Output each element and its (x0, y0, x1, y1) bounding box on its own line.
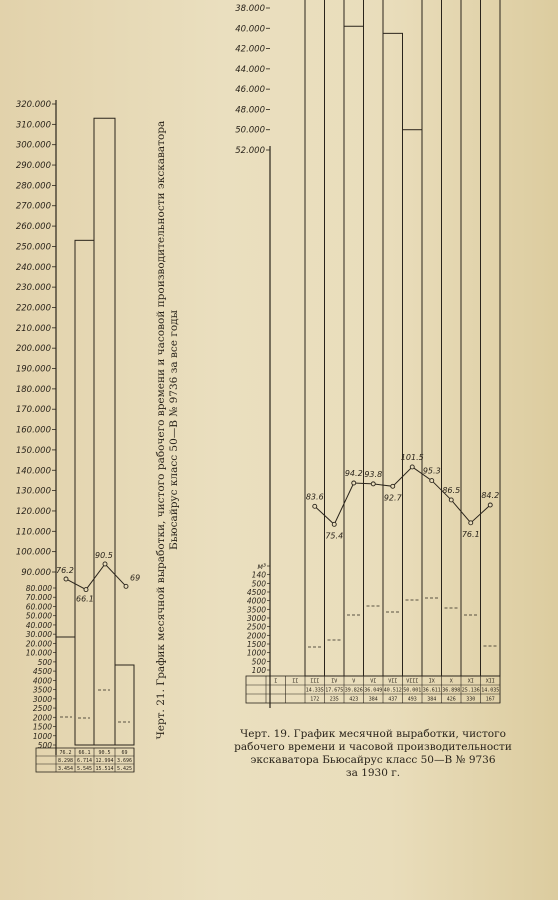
table-cell-right: 25.136 (461, 687, 480, 694)
table-cell-right: 384 (368, 696, 378, 703)
caption-right-subtitle: за 1930 г. (345, 767, 401, 779)
y-tick-label-left: 90.000 (21, 568, 51, 578)
volume-bar-right (344, 26, 364, 676)
y-tick-label-right: 40.000 (235, 24, 265, 35)
efficiency-point-right (313, 504, 317, 508)
y-tick-label-right: 52.000 (235, 146, 265, 156)
y-tick-label-left: 180.000 (15, 384, 51, 395)
efficiency-label-right: 93.8 (364, 469, 383, 479)
caption-left-title: Черт. 21. График месячной выработки, чистого рабочего времени и часовой производительности экскаватора (155, 120, 167, 740)
table-cell-left: 3.696 (116, 758, 133, 764)
lower-tick-label-left: 70.000 (25, 593, 52, 603)
table-cell-left: 6.714 (76, 758, 93, 764)
lower-tick-label-right: 3500 (246, 605, 266, 615)
table-cell-right: III (310, 678, 320, 685)
table-cell-right: XI (467, 678, 474, 685)
y-tick-label-right: 38.000 (235, 4, 265, 14)
volume-bar-right (442, 0, 462, 676)
y-tick-label-left: 170.000 (15, 405, 51, 416)
lower-tick-label-right: 100 (251, 666, 266, 675)
y-tick-label-left: 290.000 (15, 161, 51, 172)
y-tick-label-left: 110.000 (15, 527, 51, 538)
table-cell-left: 90.5 (98, 750, 111, 756)
table-cell-left: 5.545 (76, 766, 93, 772)
y-tick-label-left: 320.000 (15, 100, 51, 110)
table-cell-left: 8.298 (57, 758, 74, 764)
efficiency-point-right (352, 481, 356, 485)
table-cell-left: 12.994 (95, 758, 114, 764)
table-cell-right: 40.512 (383, 687, 402, 694)
lower-tick-label-right: 4000 (246, 596, 266, 606)
lower-tick-label-left: 30.000 (25, 630, 52, 640)
lower-tick-label-right: 3000 (246, 614, 266, 623)
lower-tick-label-left: 40.000 (25, 620, 52, 630)
efficiency-label-left: 66.1 (76, 594, 94, 604)
lower-tick-label-right: 500 (251, 657, 266, 667)
lower-tick-label-left: 2000 (32, 713, 52, 723)
lower-tick-label-left: 1000 (32, 731, 52, 741)
y-tick-label-right: 50.000 (235, 125, 265, 136)
lower-tick-label-right: 1500 (246, 640, 266, 649)
efficiency-label-right: 75.4 (325, 531, 344, 541)
efficiency-point-right (430, 479, 434, 483)
volume-bar-right (325, 0, 345, 676)
lower-tick-label-left: 500 (37, 657, 52, 667)
lower-tick-label-left: 60.000 (25, 602, 52, 612)
y-tick-label-left: 240.000 (15, 262, 51, 273)
table-cell-right: X (449, 678, 453, 685)
table-cell-right: VII (388, 678, 398, 685)
efficiency-label-right: 83.6 (305, 492, 324, 502)
table-cell-right: 17.675 (325, 687, 344, 694)
efficiency-point-right (469, 521, 473, 525)
table-cell-right: 437 (388, 696, 398, 703)
y-tick-label-right: 46.000 (235, 85, 265, 96)
efficiency-label-right: 86.5 (442, 485, 461, 495)
table-cell-right: 14.335 (305, 687, 324, 694)
table-cell-right: 50.001 (403, 687, 422, 694)
y-tick-label-left: 190.000 (15, 364, 51, 375)
lower-tick-label-left: 3000 (32, 694, 52, 704)
efficiency-label-right: 92.7 (383, 493, 402, 503)
y-tick-label-left: 210.000 (15, 323, 51, 334)
y-tick-label-left: 260.000 (15, 222, 51, 233)
y-tick-label-left: 310.000 (15, 120, 51, 131)
volume-bar-right (305, 0, 325, 676)
y-tick-label-left: 200.000 (15, 344, 51, 355)
efficiency-point-right (410, 465, 414, 469)
efficiency-label-right: 84.2 (481, 491, 500, 500)
y-tick-label-left: 220.000 (15, 303, 51, 314)
y-tick-label-left: 300.000 (15, 140, 51, 151)
table-cell-left: 69 (121, 750, 128, 756)
table-cell-right: IX (428, 678, 435, 685)
lower-tick-label-left: 4500 (32, 667, 52, 677)
lower-tick-label-right: 1000 (246, 648, 266, 658)
y-tick-label-left: 100.000 (15, 547, 51, 558)
y-tick-label-left: 150.000 (15, 445, 51, 456)
y-tick-label-left: 250.000 (15, 242, 51, 253)
volume-bar-right (383, 33, 403, 676)
table-cell-right: XII (485, 678, 495, 685)
efficiency-point-right (488, 503, 492, 507)
table-cell-right: II (292, 678, 299, 685)
table-cell-right: 384 (427, 696, 437, 703)
y-tick-label-left: 140.000 (15, 466, 51, 477)
volume-bar-right (400, 130, 424, 676)
efficiency-label-left: 69 (130, 573, 141, 583)
lower-tick-label-left: 80.000 (25, 584, 52, 593)
table-cell-right: 493 (407, 696, 417, 703)
table-cell-right: VIII (406, 678, 419, 685)
y-tick-label-left: 230.000 (15, 283, 51, 294)
table-cell-left: 66.1 (78, 750, 91, 756)
table-cell-right: 36.049 (364, 687, 383, 694)
lower-tick-label-left: 20.000 (25, 639, 52, 649)
table-cell-right: 426 (446, 696, 456, 703)
lower-tick-label-left: 4000 (32, 676, 52, 686)
lower-tick-label-right: 2500 (246, 622, 266, 632)
table-cell-right: 36.898 (442, 687, 461, 694)
lower-tick-label-right: 500 (251, 579, 266, 589)
efficiency-label-right: 95.3 (422, 466, 441, 476)
table-cell-right: 423 (349, 696, 359, 703)
lower-tick-label-left: 3500 (32, 685, 52, 695)
lower-tick-label-right: 4500 (246, 588, 266, 597)
volume-bar-right (481, 0, 501, 676)
lower-tick-label-right: 2000 (246, 631, 266, 641)
y-tick-label-left: 270.000 (15, 201, 51, 212)
efficiency-point-right (332, 522, 336, 526)
table-cell-right: V (352, 678, 356, 685)
y-tick-label-right: 48.000 (235, 105, 265, 116)
y-tick-label-left: 280.000 (15, 181, 51, 192)
y-tick-label-left: 120.000 (15, 506, 51, 517)
efficiency-point-right (391, 484, 395, 488)
y-tick-label-right: 42.000 (235, 44, 265, 55)
table-cell-right: 39.826 (344, 687, 363, 694)
table-cell-right: 36.611 (422, 687, 441, 694)
table-cell-right: 14.035 (481, 687, 500, 694)
caption-left (155, 100, 181, 760)
volume-bar-right (422, 0, 442, 676)
efficiency-label-left: 76.2 (56, 565, 74, 575)
lower-tick-label-right: 140 (251, 570, 266, 580)
volume-bar-right (461, 0, 481, 676)
lower-tick-label-left: 500 (37, 741, 52, 750)
efficiency-label-left: 90.5 (95, 550, 113, 560)
lower-tick-label-right: м³ (257, 562, 266, 571)
lower-tick-label-left: 2500 (32, 704, 52, 714)
table-cell-right: VI (370, 678, 377, 685)
volume-bar-right (364, 0, 384, 676)
caption-right (214, 728, 532, 780)
lower-tick-label-left: 50.000 (25, 611, 52, 621)
lower-tick-label-left: 1500 (32, 722, 52, 732)
table-cell-right: IV (331, 678, 338, 685)
lower-tick-label-left: 10.000 (25, 648, 52, 658)
y-tick-label-left: 160.000 (15, 425, 51, 436)
table-cell-left: 76.2 (59, 750, 72, 756)
table-cell-right: 330 (466, 696, 476, 703)
y-tick-label-left: 130.000 (15, 486, 51, 497)
efficiency-label-right: 101.5 (400, 452, 424, 462)
table-cell-left: 15.514 (95, 766, 114, 772)
table-cell-right: 235 (329, 696, 339, 703)
table-cell-left: 3.454 (57, 766, 74, 772)
efficiency-label-right: 76.1 (461, 529, 480, 539)
efficiency-label-right: 94.2 (344, 469, 363, 478)
caption-left-subtitle: Бьюсайрус класс 50—В № 9736 за все годы (168, 310, 180, 550)
y-tick-label-right: 44.000 (235, 64, 265, 75)
efficiency-point-right (371, 482, 375, 486)
table-cell-right: 167 (485, 696, 495, 703)
table-cell-right: 172 (310, 696, 320, 703)
table-cell-right: I (274, 678, 278, 685)
caption-right-title: Черт. 19. График месячной выработки, чистого рабочего времени и часовой производительности экскаватора Бьюсайрус класс 50—В № 9736 (234, 728, 512, 766)
efficiency-point-right (449, 498, 453, 502)
table-cell-left: 5.425 (116, 766, 133, 772)
